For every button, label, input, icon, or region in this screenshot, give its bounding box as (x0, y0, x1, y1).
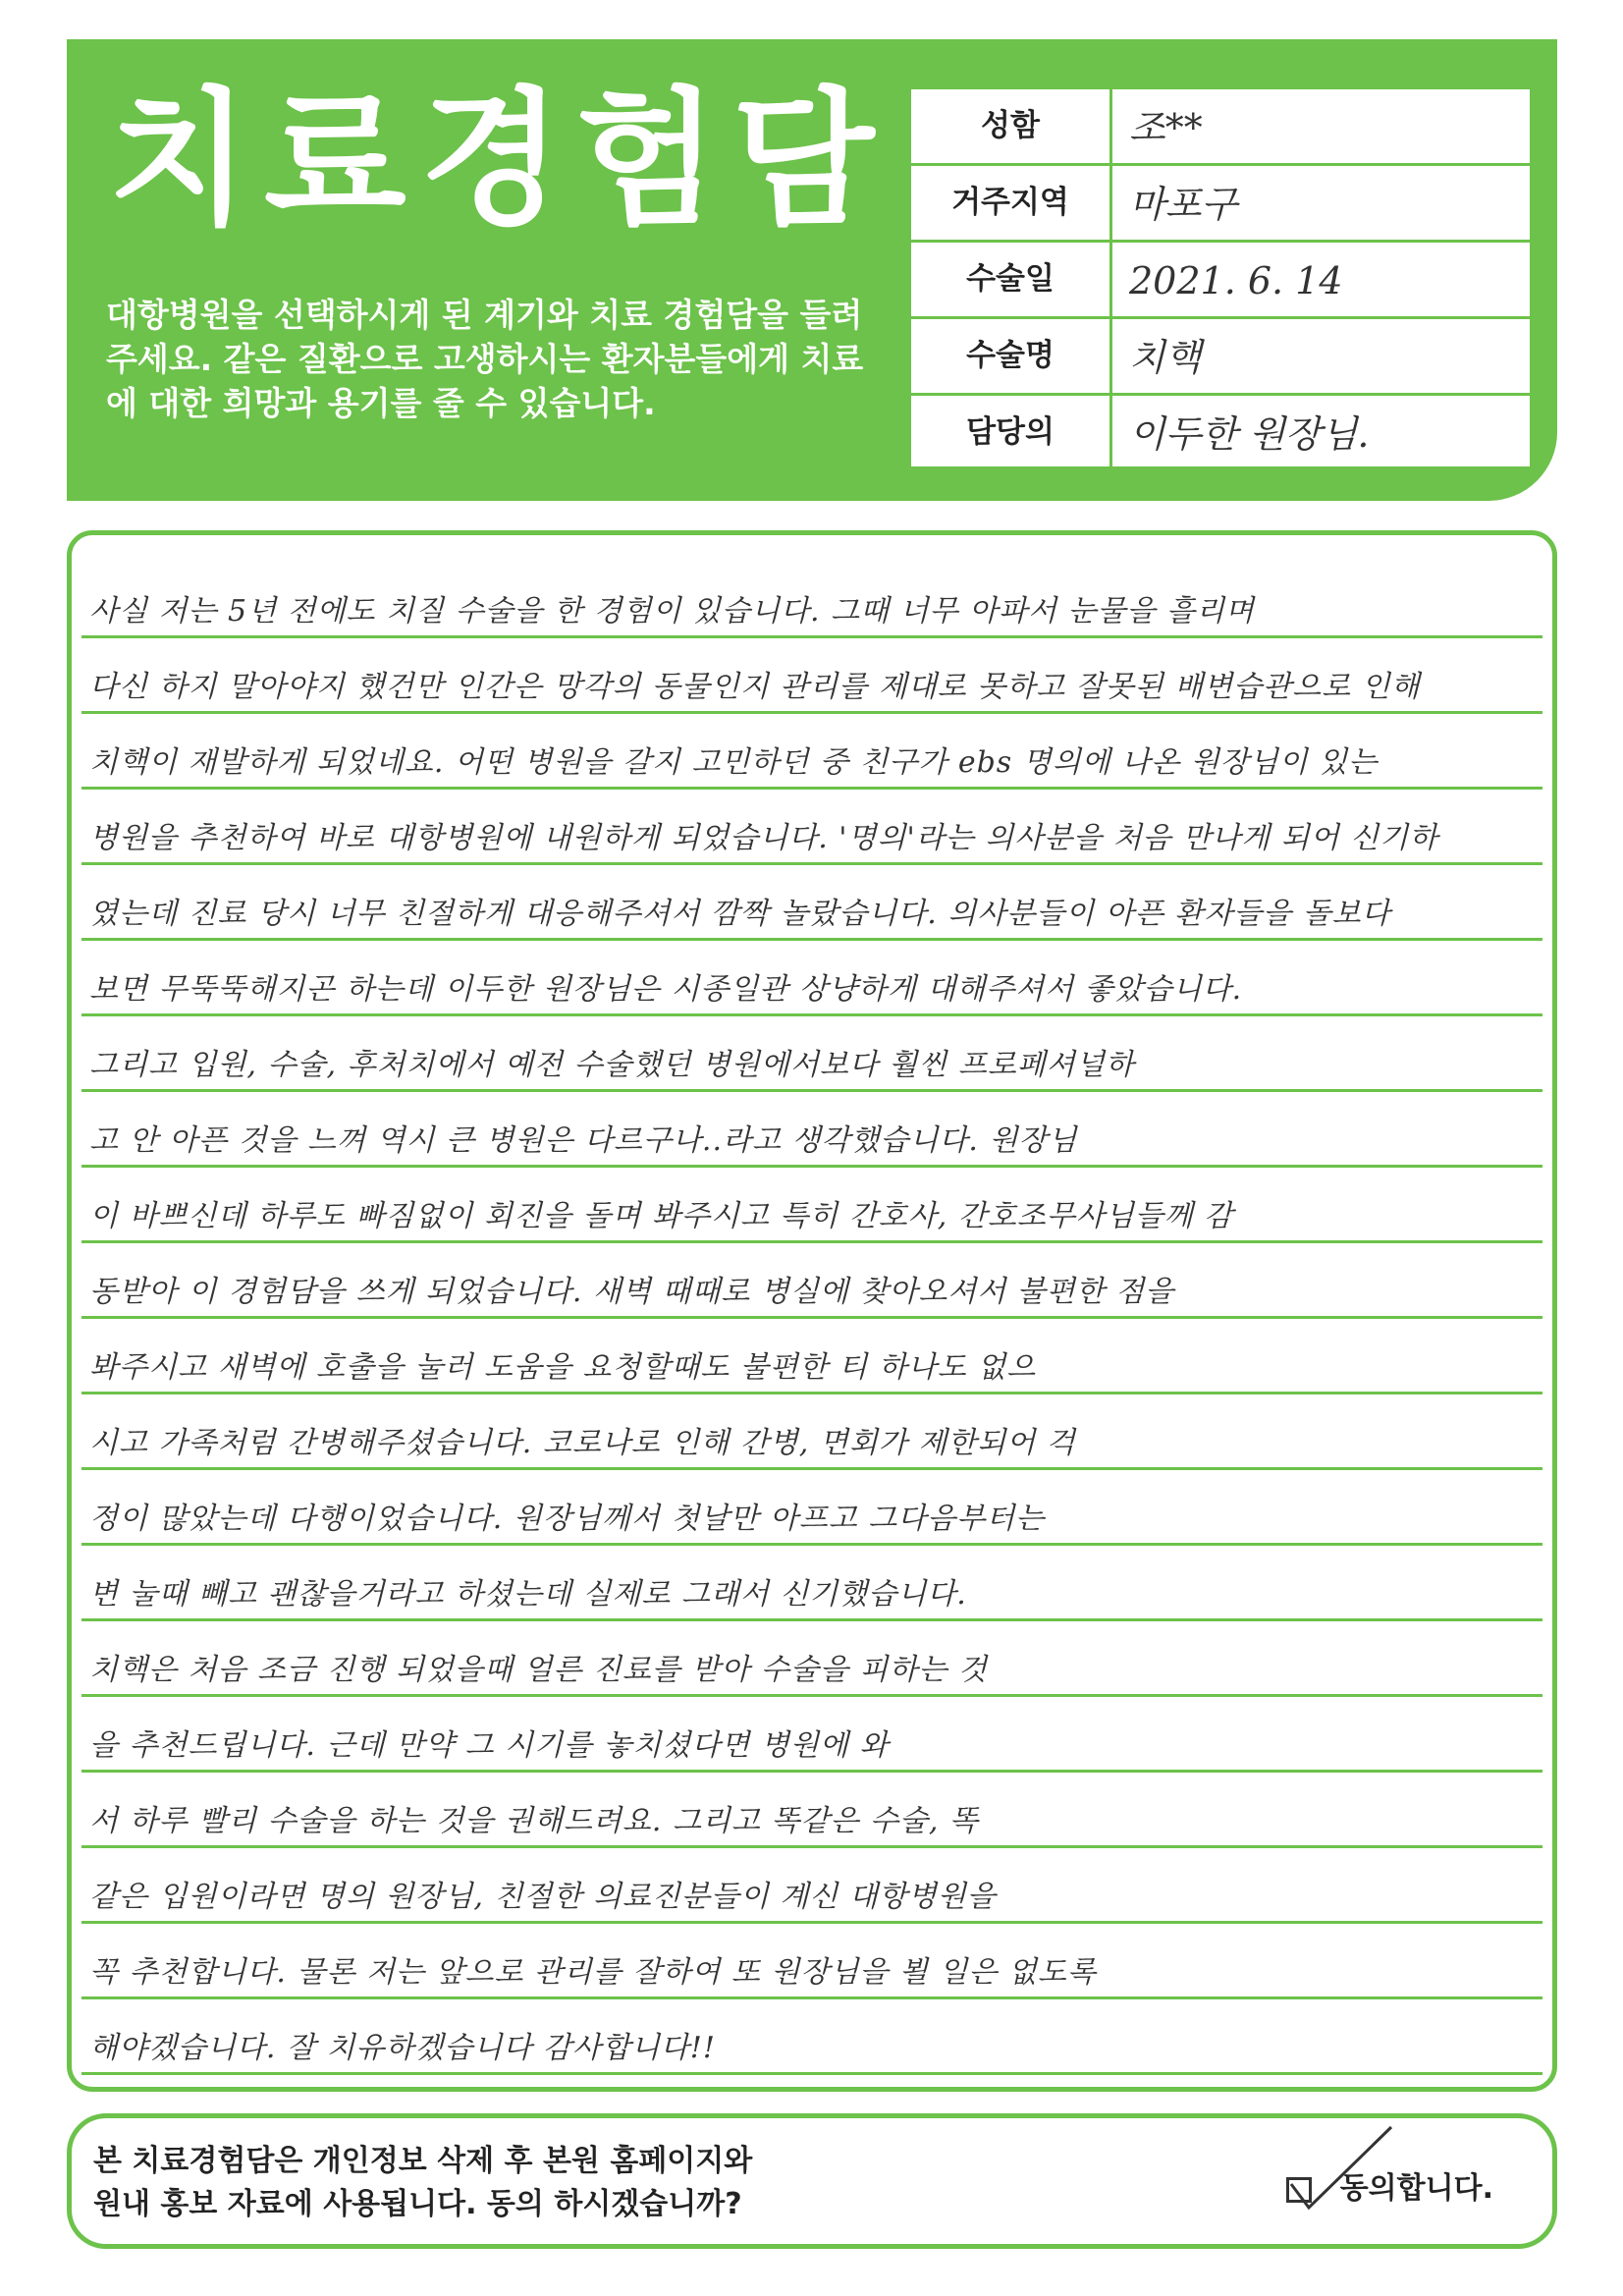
ruled-line (81, 716, 1542, 790)
info-row-surgery-name (911, 319, 1530, 396)
ruled-line (81, 640, 1542, 714)
handwritten-line-text: 보면 무뚝뚝해지곤 하는데 이두한 원장님은 시종일관 상냥하게 대해주셔서 좋았습니다. (89, 972, 1243, 1007)
ruled-line (81, 792, 1542, 865)
ruled-line (81, 565, 1542, 638)
handwritten-line-text: 변 눌때 빼고 괜찮을거라고 하셨는데 실제로 그래서 신기했습니다. (89, 1577, 967, 1612)
agree-checkbox[interactable] (1286, 2177, 1312, 2203)
consent-line: 원내 홍보 자료에 사용됩니다. 동의 하시겠습니까? (93, 2187, 742, 2221)
info-label: 담당의 (911, 396, 1112, 472)
consent-text (93, 2140, 752, 2226)
ruled-line (81, 1018, 1542, 1092)
info-row-surgery-date (911, 243, 1530, 319)
ruled-line (81, 1699, 1542, 1773)
info-value-name[interactable]: 조** (1129, 106, 1203, 149)
info-value-doctor[interactable]: 이두한 원장님. (1129, 412, 1370, 456)
ruled-line (81, 1170, 1542, 1243)
ruled-line (81, 1548, 1542, 1621)
info-row-doctor (911, 396, 1530, 472)
handwritten-line-text: 이 바쁘신데 하루도 빠짐없이 회진을 돌며 봐주시고 특히 간호사, 간호조무사님들께 감 (89, 1199, 1234, 1233)
info-row-name (911, 89, 1530, 166)
info-label: 거주지역 (911, 166, 1112, 240)
ruled-line (81, 1321, 1542, 1394)
handwritten-line-text: 을 추천드립니다. 근데 만약 그 시기를 놓치셨다면 병원에 와 (89, 1728, 890, 1763)
info-table (908, 86, 1533, 469)
info-label: 성함 (911, 89, 1112, 163)
info-row-region (911, 166, 1530, 243)
info-value-surgery-name[interactable]: 치핵 (1129, 336, 1202, 379)
check-icon (1289, 2123, 1397, 2212)
handwritten-line-text: 치핵이 재발하게 되었네요. 어떤 병원을 갈지 고민하던 중 친구가 ebs 명의에 나온 원장님이 있는 (89, 745, 1379, 780)
ruled-line (81, 2001, 1542, 2075)
handwritten-line-text: 서 하루 빨리 수술을 하는 것을 권해드려요. 그리고 똑같은 수술, 똑 (89, 1804, 979, 1838)
handwritten-line-text: 다신 하지 말아야지 했건만 인간은 망각의 동물인지 관리를 제대로 못하고 잘못된 배변습관으로 인해 (89, 670, 1421, 704)
ruled-line (81, 1850, 1542, 1924)
consent-line: 본 치료경험담은 개인정보 삭제 후 본원 홈페이지와 (93, 2144, 753, 2178)
ruled-line (81, 1623, 1542, 1697)
info-label: 수술명 (911, 319, 1112, 393)
handwritten-line-text: 병원을 추천하여 바로 대항병원에 내원하게 되었습니다. '명의'라는 의사분을 처음 만나게 되어 신기하 (89, 821, 1439, 855)
handwritten-line-text: 사실 저는 5년 전에도 치질 수술을 한 경험이 있습니다. 그때 너무 아파서 눈물을 흘리며 (89, 594, 1255, 629)
handwritten-line-text: 치핵은 처음 조금 진행 되었을때 얼른 진료를 받아 수술을 피하는 것 (89, 1653, 988, 1687)
handwritten-line-text: 였는데 진료 당시 너무 친절하게 대응해주셔서 깜짝 놀랐습니다. 의사분들이 아픈 환자들을 돌보다 (89, 897, 1391, 931)
ruled-line (81, 1472, 1542, 1546)
agree-option[interactable] (1286, 2163, 1493, 2207)
handwritten-line-text: 해야겠습니다. 잘 치유하겠습니다 감사합니다!! (89, 2031, 716, 2065)
handwritten-line-text: 시고 가족처럼 간병해주셨습니다. 코로나로 인해 간병, 면회가 제한되어 걱 (89, 1426, 1076, 1460)
ruled-line (81, 1094, 1542, 1168)
handwritten-line-text: 그리고 입원, 수술, 후처치에서 예전 수술했던 병원에서보다 훨씬 프로페셔널하 (89, 1048, 1135, 1082)
handwritten-line-text: 꼭 추천합니다. 물론 저는 앞으로 관리를 잘하여 또 원장님을 뵐 일은 없도록 (89, 1955, 1097, 1990)
ruled-line (81, 1926, 1542, 1999)
ruled-line (81, 943, 1542, 1016)
testimonial-body[interactable] (67, 530, 1557, 2092)
ruled-line (81, 1245, 1542, 1319)
handwritten-line-text: 봐주시고 새벽에 호출을 눌러 도움을 요청할때도 불편한 티 하나도 없으 (89, 1350, 1037, 1385)
agree-label: 동의합니다. (1339, 2171, 1493, 2206)
intro-text: 대항병원을 선택하시게 된 계기와 치료 경험담을 들려주세요. 같은 질환으로 고생하시는 환자분들에게 치료에 대한 희망과 용기를 줄 수 있습니다. (106, 296, 864, 422)
handwritten-line-text: 동받아 이 경험담을 쓰게 되었습니다. 새벽 때때로 병실에 찾아오셔서 불편한 점을 (89, 1275, 1175, 1309)
ruled-line (81, 867, 1542, 941)
page-title: 치료경험담 (108, 75, 889, 246)
info-label: 수술일 (911, 243, 1112, 316)
info-value-region[interactable]: 마포구 (1129, 183, 1238, 226)
ruled-line (81, 1775, 1542, 1848)
info-value-surgery-date[interactable]: 2021. 6. 14 (1129, 259, 1343, 302)
handwritten-line-text: 정이 많았는데 다행이었습니다. 원장님께서 첫날만 아프고 그다음부터는 (89, 1502, 1046, 1536)
consent-box (67, 2113, 1557, 2249)
handwritten-line-text: 같은 입원이라면 명의 원장님, 친절한 의료진분들이 계신 대항병원을 (89, 1880, 997, 1914)
handwritten-line-text: 고 안 아픈 것을 느껴 역시 큰 병원은 다르구나..라고 생각했습니다. 원장님 (89, 1123, 1078, 1158)
ruled-line (81, 1396, 1542, 1470)
